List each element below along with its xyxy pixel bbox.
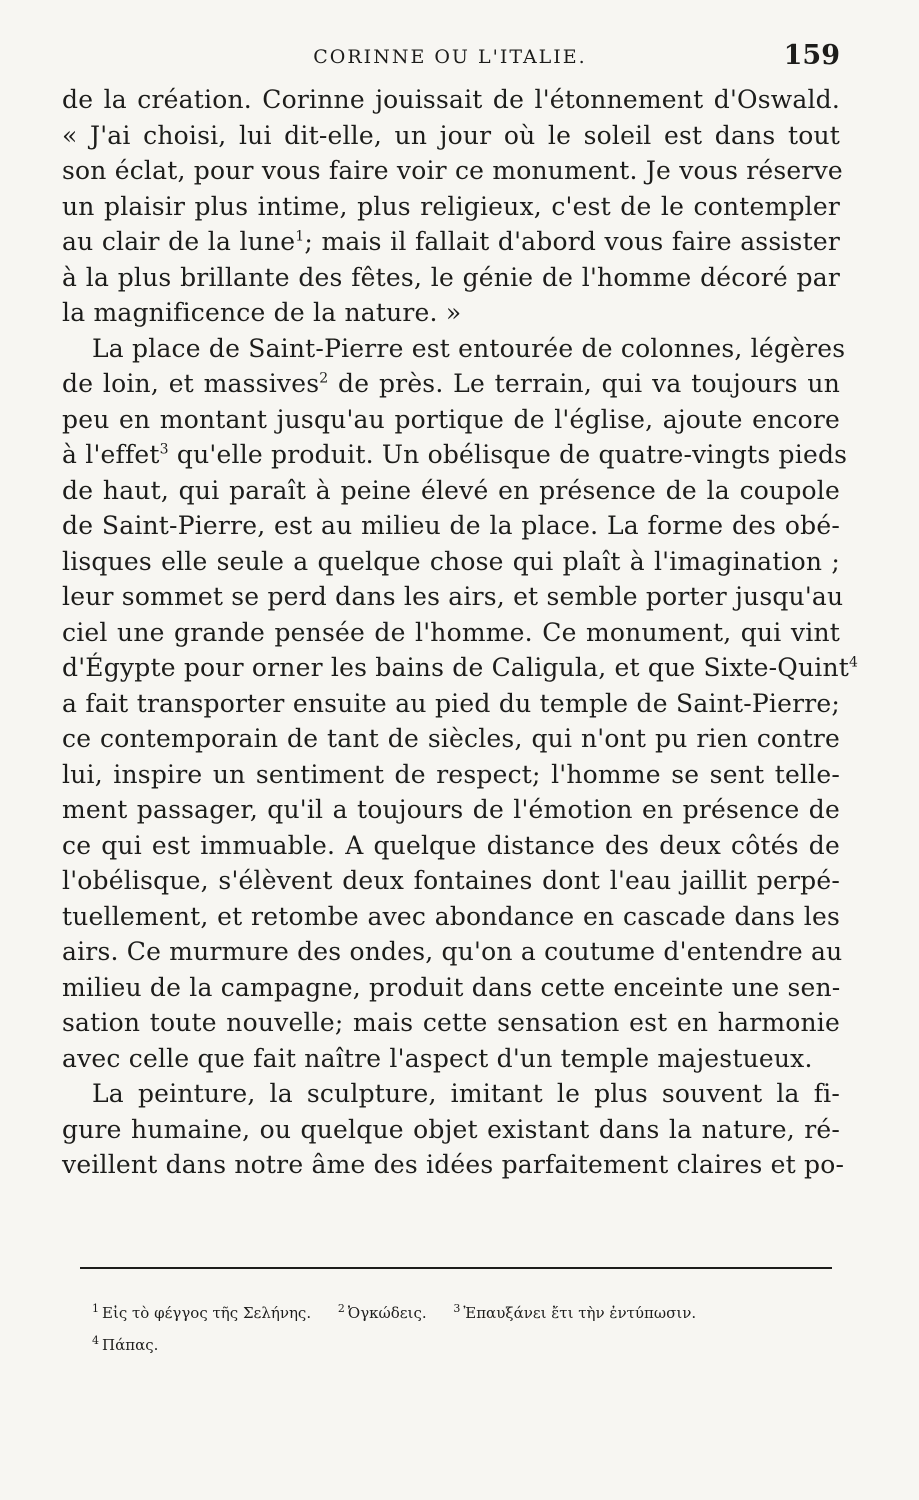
- text-line: [62, 437, 848, 473]
- body-text: [62, 82, 859, 1183]
- text-line: tuellement, et retombe avec abondance en cascade dans les: [62, 901, 840, 931]
- text-segment: de loin, et massives: [62, 369, 320, 398]
- text-line: la magnificence de la nature. »: [62, 298, 462, 327]
- text-line: ce contemporain de tant de siècles, qui n'ont pu rien contre: [62, 724, 840, 753]
- text-line: [62, 224, 840, 260]
- footnote-text: Εἰς τὸ φέγγος τῆς Σελήνης.: [102, 1304, 312, 1322]
- footnote-reference: 2: [319, 370, 329, 387]
- text-segment: ; mais il fallait d'abord vous faire assister: [304, 227, 840, 256]
- text-line: milieu de la campagne, produit dans cette enceinte une sen-: [62, 972, 841, 1002]
- text-segment: au clair de la lune: [62, 227, 296, 256]
- text-line: de la création. Corinne jouissait de l'étonnement d'Oswald.: [62, 85, 840, 114]
- text-line: de haut, qui paraît à peine élevé en présence de la coupole: [62, 475, 840, 505]
- running-title: CORINNE OU L'ITALIE.: [313, 46, 587, 68]
- text-line: peu en montant jusqu'au portique de l'église, ajoute encore: [62, 404, 840, 434]
- text-line: ciel une grande pensée de l'homme. Ce monument, qui vint: [62, 617, 840, 647]
- text-line: « J'ai choisi, lui dit-elle, un jour où le soleil est dans tout: [62, 120, 840, 150]
- footnotes: [92, 1295, 832, 1359]
- text-segment: de près. Le terrain, qui va toujours un: [328, 369, 840, 398]
- text-line: l'obélisque, s'élèvent deux fontaines dont l'eau jaillit perpé-: [62, 866, 840, 895]
- footnote-reference: 4: [849, 654, 859, 671]
- text-line: ment passager, qu'il a toujours de l'émotion en présence de: [62, 795, 840, 824]
- footnote-rule: [80, 1267, 832, 1269]
- text-line: sation toute nouvelle; mais cette sensation est en harmonie: [62, 1008, 840, 1037]
- text-line: [62, 650, 859, 686]
- footnote-reference: 3: [159, 441, 169, 458]
- running-head: [60, 40, 840, 72]
- text-line: La peinture, la sculpture, imitant le plus souvent la fi-: [92, 1079, 840, 1108]
- footnote-mark: 4: [92, 1334, 99, 1347]
- footnote-mark: 1: [92, 1302, 99, 1315]
- text-segment: qu'elle produit. Un obélisque de quatre-vingts pieds: [168, 440, 848, 469]
- text-line: airs. Ce murmure des ondes, qu'on a coutume d'entendre au: [62, 937, 843, 966]
- footnote-reference: 1: [295, 228, 305, 245]
- text-line: un plaisir plus intime, plus religieux, c'est de le contempler: [62, 191, 840, 221]
- text-line: [62, 366, 840, 402]
- text-line: ce qui est immuable. A quelque distance des deux côtés de: [62, 830, 840, 860]
- footnote-3: [453, 1295, 696, 1327]
- footnote-4: [92, 1327, 158, 1359]
- footnote-text: Ὀγκώδεις.: [347, 1304, 427, 1322]
- text-line: veillent dans notre âme des idées parfaitement claires et po-: [62, 1150, 845, 1179]
- text-line: de Saint-Pierre, est au milieu de la place. La forme des obé-: [62, 511, 840, 540]
- text-line: son éclat, pour vous faire voir ce monument. Je vous réserve: [62, 156, 843, 185]
- page-number: 159: [783, 40, 840, 71]
- text-line: gure humaine, ou quelque objet existant dans la nature, ré-: [62, 1114, 840, 1144]
- text-segment: à l'effet: [62, 440, 160, 469]
- text-line: leur sommet se perd dans les airs, et semble porter jusqu'au: [62, 582, 844, 611]
- footnote-2: [338, 1295, 427, 1327]
- text-line: à la plus brillante des fêtes, le génie de l'homme décoré par: [62, 262, 840, 292]
- text-line: lisques elle seule a quelque chose qui plaît à l'imagination ;: [62, 546, 840, 576]
- footnote-1: [92, 1295, 311, 1327]
- text-line: lui, inspire un sentiment de respect; l'homme se sent telle-: [62, 759, 840, 789]
- text-segment: d'Égypte pour orner les bains de Caligula, et que Sixte-Quint: [62, 653, 849, 682]
- footnote-mark: 3: [453, 1302, 461, 1315]
- footnote-mark: 2: [337, 1302, 345, 1315]
- footnote-line-2: [92, 1327, 832, 1359]
- footnote-text: Πάπας.: [102, 1336, 159, 1354]
- text-line: La place de Saint-Pierre est entourée de colonnes, légères: [92, 333, 846, 363]
- text-line: avec celle que fait naître l'aspect d'un temple majestueux.: [62, 1043, 813, 1073]
- text-line: a fait transporter ensuite au pied du temple de Saint-Pierre;: [62, 688, 840, 718]
- footnote-line-1: [92, 1295, 832, 1327]
- footnote-text: Ἐπαυξάνει ἔτι τὴν ἐντύπωσιν.: [463, 1304, 697, 1322]
